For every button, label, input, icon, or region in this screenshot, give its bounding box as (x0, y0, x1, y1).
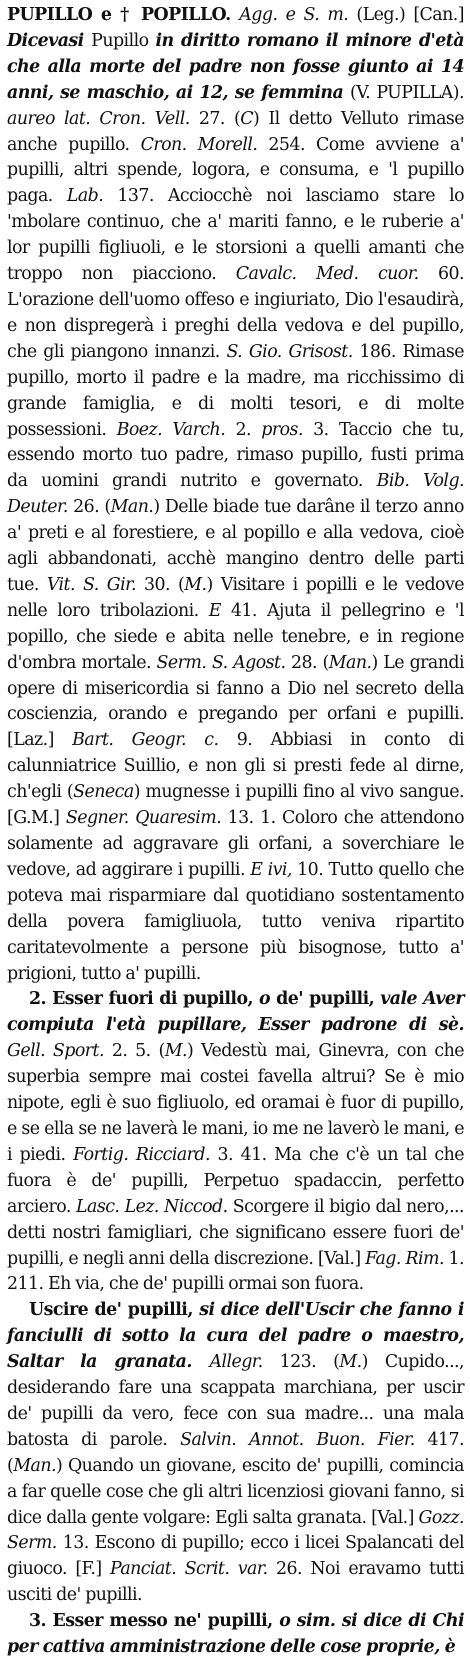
citation-source: aureo lat. Cron. Vell. (7, 108, 199, 129)
citation-source: E (208, 600, 231, 621)
citation-source: Fag. Rim. (365, 1248, 449, 1269)
citation-source: Cavalc. Med. cuor. (235, 264, 438, 285)
quotation-text: 2. (235, 419, 262, 440)
quotation-text: Scorgere il bigio dal nero,... detti nostri famigliari, che significano essere fuori de' pupilli, e negli anni della discrezione. [Val.] (7, 1196, 465, 1269)
citation-source: M. (184, 574, 207, 595)
quotation-text: 1. 211. Eh via, che de' pupilli ormai son fuora. (7, 1248, 464, 1295)
sense-heading: de' pupilli, (276, 989, 381, 1010)
quotation-text: 9. Abbiasi in conto di calunniatrice Suillio, e non gli si presti fede al dirne, ch'egli ( (7, 730, 464, 803)
citation-source: Man. (110, 497, 154, 518)
citation-source: Allegr. (209, 1352, 280, 1373)
quotation-text: 27. ( (198, 108, 241, 129)
quotation-text: 60. L'orazione dell'uomo offeso e ingiuriato, Dio l'esaudirà, e non dispregerà i preghi della vedova e del pupillo, che gli piangono innanzi. (7, 264, 464, 362)
quotation-text: 28. ( (291, 652, 329, 673)
citation-source: pros. (261, 419, 314, 440)
quotation-text: 186. Rimase pupillo, morto il padre e la madre, ma ricchissimo di grande famiglia, e di molti tesori, e di molte possessioni. (7, 341, 464, 440)
quotation-text: 10. Tutto quello che poteva mai risparmiare dal quotidiano sostentamento della povera famigliuola, tutto veniva ripartito caritatevolmente a persone più bisognose, tutto a' prigioni, tutto a' pupilli. (7, 859, 464, 984)
quotation-text: 417. ( (7, 1429, 464, 1476)
quotation-text: ) Delle biade tue darâne il terzo anno a' preti e al forestiere, e al popillo e alla vedova, cioè agli abbandonati, acchè mangino dentro delle parti tue. (7, 497, 464, 595)
quotation-text: 13. Escono di pupillo; ecco i licei Spalancati del giuoco. [F.] (7, 1533, 465, 1580)
entry-definition-paragraph (7, 3, 464, 987)
definition-text: si dice dell'Uscir che fanno i fanciulli di sotto la cura del padre o maestro, Saltar la granata. (7, 1300, 464, 1373)
entry-sense-paragraph (7, 1609, 464, 1661)
citation-source: Man. (13, 1455, 56, 1476)
citation-source: Cron. Morell. (140, 134, 269, 155)
citation-source: Salvin. Annot. Buon. Fier. (180, 1429, 428, 1450)
citation-source: Man. (328, 652, 372, 673)
quotation-text: 3. Taccio che tu, essendo morto tuo padre, rimaso pupillo, fusti prima da uomini grandi nutrito e governato. (7, 419, 464, 492)
citation-source: Boez. Varch. (116, 419, 236, 440)
citation-source: M. (164, 1041, 187, 1062)
quotation-text: 254. Come avviene a' pupilli, altri spende, logora, e consuma, e 'l pupillo paga. (7, 134, 464, 207)
quotation-text: (Leg.) [Can.] (356, 5, 464, 25)
quotation-text: 123. ( (279, 1352, 340, 1373)
citation-source: Panciat. Scrit. var. (109, 1559, 277, 1580)
quotation-text: ) Cupido..., desiderando fare una scappata marchiana, per uscir de' pupilli da vero, fece con sua madre... una mala batosta di parole. (7, 1352, 465, 1450)
citation-source: M. (339, 1352, 362, 1373)
citation-source: Bib. Volg. Deuter. (7, 471, 464, 518)
citation-source: Fortig. Ricciard. (73, 1144, 218, 1165)
quotation-text: 26. ( (73, 497, 111, 518)
citation-source: Lasc. Lez. Niccod. (76, 1196, 233, 1217)
definition-text: Dicevasi (7, 30, 92, 51)
sense-heading: Uscire de' pupilli, (29, 1300, 200, 1321)
citation-source: C (240, 108, 253, 129)
headword: PUPILLO e † POPILLO. (7, 5, 240, 25)
citation-source: S. Gio. Grisost. (226, 341, 360, 362)
quotation-text: ) mugnesse i pupilli fino al vivo sangue. [G.M.] (7, 782, 464, 829)
quotation-text: ) Visitare i popilli e le vedove nelle loro tribolazioni. (7, 574, 464, 621)
quotation-text: Pupillo (91, 30, 156, 51)
quotation-text: 30. ( (143, 574, 185, 595)
citation-source: Lab. (66, 186, 118, 207)
entry-sense-paragraph (7, 987, 464, 1298)
citation-source: E ivi, (250, 859, 298, 880)
quotation-text: ) Vedestù mai, Ginevra, con che superbia sempre mai costei favella altrui? Se è mio nipote, egli è suo figliuolo, ed oramai è fuor di pupillo, e se ella se ne laverà le mani, io me ne laverò le mani, e i piedi. (7, 1041, 464, 1165)
definition-text: vale Aver compiuta l'età pupillare, Esser padrone di sè. (7, 989, 464, 1036)
citation-source: Segner. Quaresim. (65, 808, 228, 829)
citation-source: Serm. S. Agost. (156, 652, 291, 673)
quotation-text: 41. Ajuta il pellegrino e 'l popillo, che siede e abita nelle tenebre, e in regione d'ombra mortale. (7, 600, 464, 673)
quotation-text: 13. 1. Coloro che attendono solamente ad aggravare gli orfani, a soverchiare le vedove, ad aggirare i pupilli. (7, 808, 464, 880)
quotation-text: 137. Acciocchè noi lasciamo stare lo 'mbolare continuo, che a' mariti fanno, e le ruberie a' lor pupilli figliuoli, e le storsioni a quelli amanti che troppo non piacciono. (7, 186, 464, 285)
quotation-text: 2. 5. ( (111, 1041, 165, 1062)
definition-text: o sim. si dice di Chi per cattiva amministrazione delle cose proprie, è (7, 1611, 464, 1658)
quotation-text: ) Le grandi opere di misericordia si fanno a Dio nel secreto della coscienzia, orando e pregando per orfani e pupilli. [Laz.] (7, 652, 464, 751)
citation-source: Gell. Sport. (7, 1041, 112, 1062)
sense-heading: 3. Esser messo ne' pupilli, (29, 1611, 280, 1632)
quotation-text: 26. Noi eravamo tutti usciti de' pupilli. (7, 1559, 464, 1606)
citation-source: Vit. S. Gir. (46, 574, 144, 595)
definition-text: o (259, 989, 277, 1010)
entry-sense-paragraph (7, 1298, 464, 1609)
citation-source: Seneca (73, 782, 134, 803)
citation-source: Gozz. Serm. (7, 1507, 464, 1554)
definition-text: in diritto romano il minore d'età che alla morte del padre non fosse giunto ai 14 anni, se maschio, ai 12, se femmina (7, 30, 464, 103)
quotation-text: 3. 41. Ma che c'è un tal che fuora è de' pupilli, Perpetuo spadaccin, perfetto arciero. (7, 1144, 464, 1217)
quotation-text: ) Quando un giovane, escito de' pupilli, comincia a far quelle cose che gli altri licenziosi giovani fanno, si dice dalla gente volgare: Egli salta granata. [Val.] (7, 1455, 464, 1528)
sense-heading: 2. Esser fuori di pupillo, (29, 989, 260, 1010)
quotation-text: (V. PUPILLA). (349, 82, 464, 103)
citation-source: Agg. e S. m. (239, 5, 357, 25)
quotation-text: ) Il detto Velluto rimase anche pupillo. (7, 108, 465, 155)
citation-source: Bart. Geogr. c. (72, 730, 237, 751)
